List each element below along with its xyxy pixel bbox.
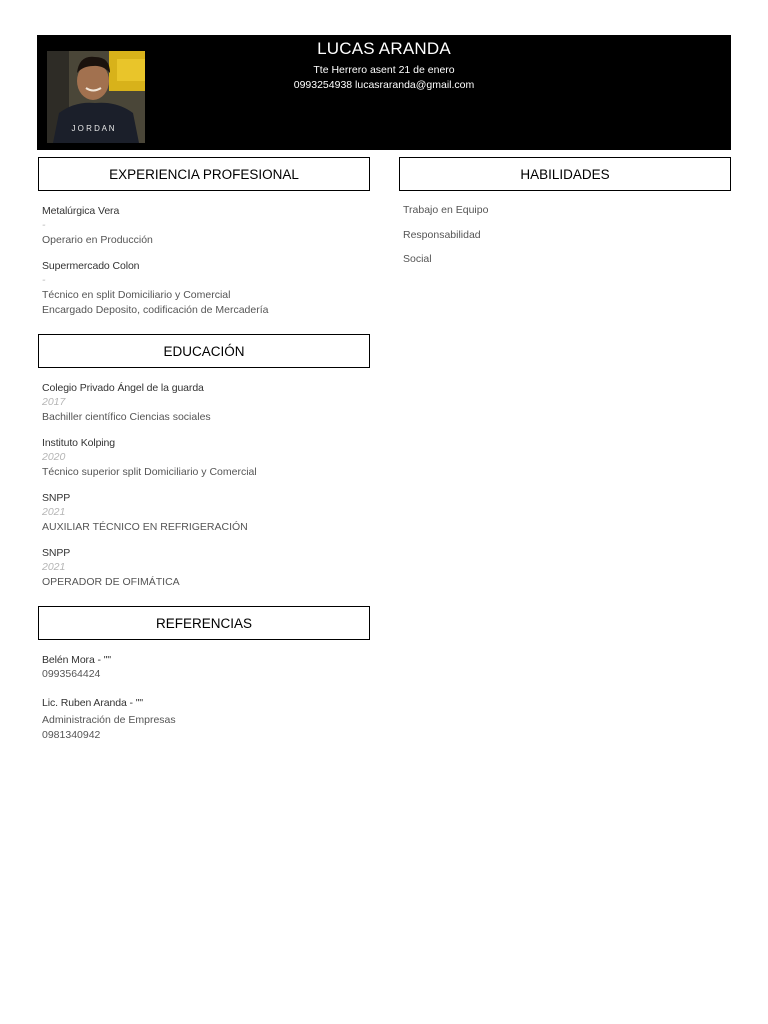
experience-role: Operario en Producción [42,234,153,246]
svg-text:J O R D A N: J O R D A N [71,124,115,133]
candidate-contact: 0993254938 lucasraranda@gmail.com [293,79,475,91]
education-degree: AUXILIAR TÉCNICO EN REFRIGERACIÓN [42,521,248,533]
experience-company: Metalúrgica Vera [42,205,120,217]
education-year: 2020 [42,451,66,463]
experience-entry [42,259,372,318]
experience-date: - [42,274,46,286]
education-list [42,381,372,601]
education-entry [42,491,372,535]
education-degree: Bachiller científico Ciencias sociales [42,411,211,423]
experience-role: Técnico en split Domiciliario y Comercial [42,289,231,301]
section-education-title: EDUCACIÓN [38,334,370,368]
reference-detail: Administración de Empresas [42,714,176,726]
skill-item: Trabajo en Equipo [403,204,489,216]
header-text [37,35,731,93]
reference-detail: 0981340942 [42,729,101,741]
education-year: 2017 [42,396,66,408]
experience-date: - [42,219,46,231]
experience-company: Supermercado Colon [42,260,140,272]
education-degree: Técnico superior split Domiciliario y Comercial [42,466,257,478]
reference-entry [42,653,372,682]
education-institution: Instituto Kolping [42,437,116,449]
experience-list [42,204,372,329]
skill-item: Responsabilidad [403,228,481,241]
education-institution: Colegio Privado Ángel de la guarda [42,382,204,394]
education-entry [42,546,372,590]
candidate-address: Tte Herrero asent 21 de enero [313,64,455,76]
education-degree: OPERADOR DE OFIMÁTICA [42,576,180,588]
candidate-name: LUCAS ARANDA [317,39,451,58]
education-institution: SNPP [42,547,71,559]
resume-header [37,35,731,150]
section-experience-title: EXPERIENCIA PROFESIONAL [38,157,370,191]
education-entry [42,381,372,425]
education-year: 2021 [42,561,66,573]
section-skills-title: HABILIDADES [399,157,731,191]
education-institution: SNPP [42,492,71,504]
education-entry [42,436,372,480]
experience-role: Encargado Deposito, codificación de Mercadería [42,304,269,316]
education-year: 2021 [42,506,66,518]
section-references-title: REFERENCIAS [38,606,370,640]
skill-item: Social [403,253,432,265]
reference-detail: 0993564424 [42,668,101,680]
skills-list [403,204,723,278]
references-list [42,653,372,754]
reference-entry [42,696,372,743]
reference-name: Lic. Ruben Aranda - "" [42,697,143,709]
reference-name: Belén Mora - "" [42,654,111,666]
experience-entry [42,204,372,248]
